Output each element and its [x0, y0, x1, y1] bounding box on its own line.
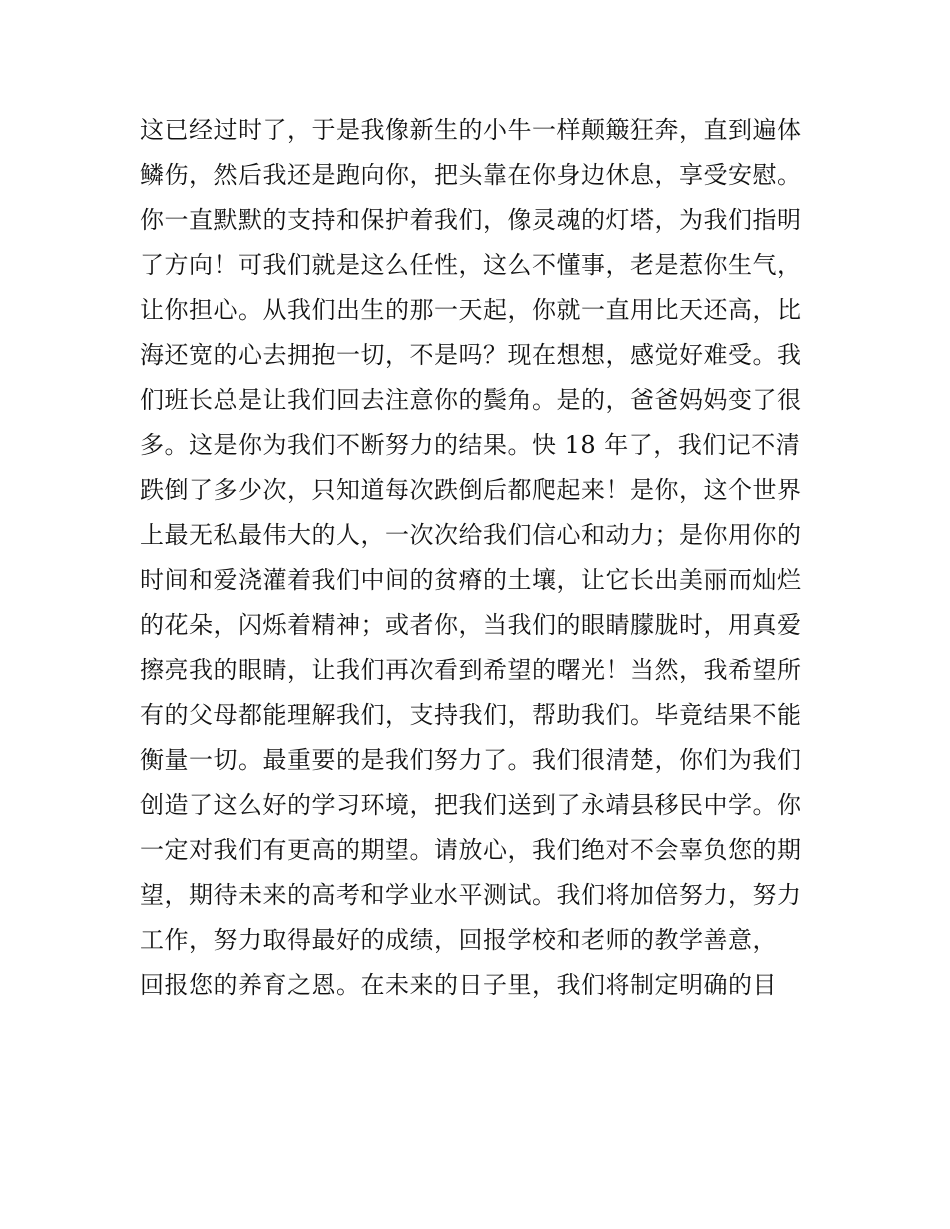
text-line: 工作，努力取得最好的成绩，回报学校和老师的教学善意，	[140, 926, 777, 954]
text-line: 海还宽的心去拥抱一切，不是吗？现在想想，感觉好难受。我	[140, 341, 802, 369]
body-text	[140, 108, 820, 1008]
text-line: 鳞伤，然后我还是跑向你，把头靠在你身边休息，享受安慰。	[140, 161, 802, 189]
text-line: 回报您的养育之恩。在未来的日子里，我们将制定明确的目	[140, 971, 777, 999]
text-line: 上最无私最伟大的人，一次次给我们信心和动力；是你用你的	[140, 521, 802, 549]
text-line: 望，期待未来的高考和学业水平测试。我们将加倍努力，努力	[140, 881, 802, 909]
text-line: 一定对我们有更高的期望。请放心，我们绝对不会辜负您的期	[140, 836, 802, 864]
text-line: 这已经过时了，于是我像新生的小牛一样颠簸狂奔，直到遍体	[140, 116, 802, 144]
text-line: 们班长总是让我们回去注意你的鬓角。是的，爸爸妈妈变了很	[140, 386, 802, 414]
text-line: 时间和爱浇灌着我们中间的贫瘠的土壤，让它长出美丽而灿烂	[140, 566, 802, 594]
text-line: 了方向！可我们就是这么任性，这么不懂事，老是惹你生气，	[140, 251, 802, 279]
text-line: 让你担心。从我们出生的那一天起，你就一直用比天还高，比	[140, 296, 802, 324]
text-line: 的花朵，闪烁着精神；或者你，当我们的眼睛朦胧时，用真爱	[140, 611, 802, 639]
text-line: 有的父母都能理解我们，支持我们，帮助我们。毕竟结果不能	[140, 701, 802, 729]
text-line: 你一直默默的支持和保护着我们，像灵魂的灯塔，为我们指明	[140, 206, 802, 234]
text-line: 多。这是你为我们不断努力的结果。快 18 年了，我们记不清	[140, 431, 801, 459]
text-line: 创造了这么好的学习环境，把我们送到了永靖县移民中学。你	[140, 791, 802, 819]
text-line: 衡量一切。最重要的是我们努力了。我们很清楚，你们为我们	[140, 746, 802, 774]
text-line: 擦亮我的眼睛，让我们再次看到希望的曙光！当然，我希望所	[140, 656, 802, 684]
text-line: 跌倒了多少次，只知道每次跌倒后都爬起来！是你，这个世界	[140, 476, 802, 504]
